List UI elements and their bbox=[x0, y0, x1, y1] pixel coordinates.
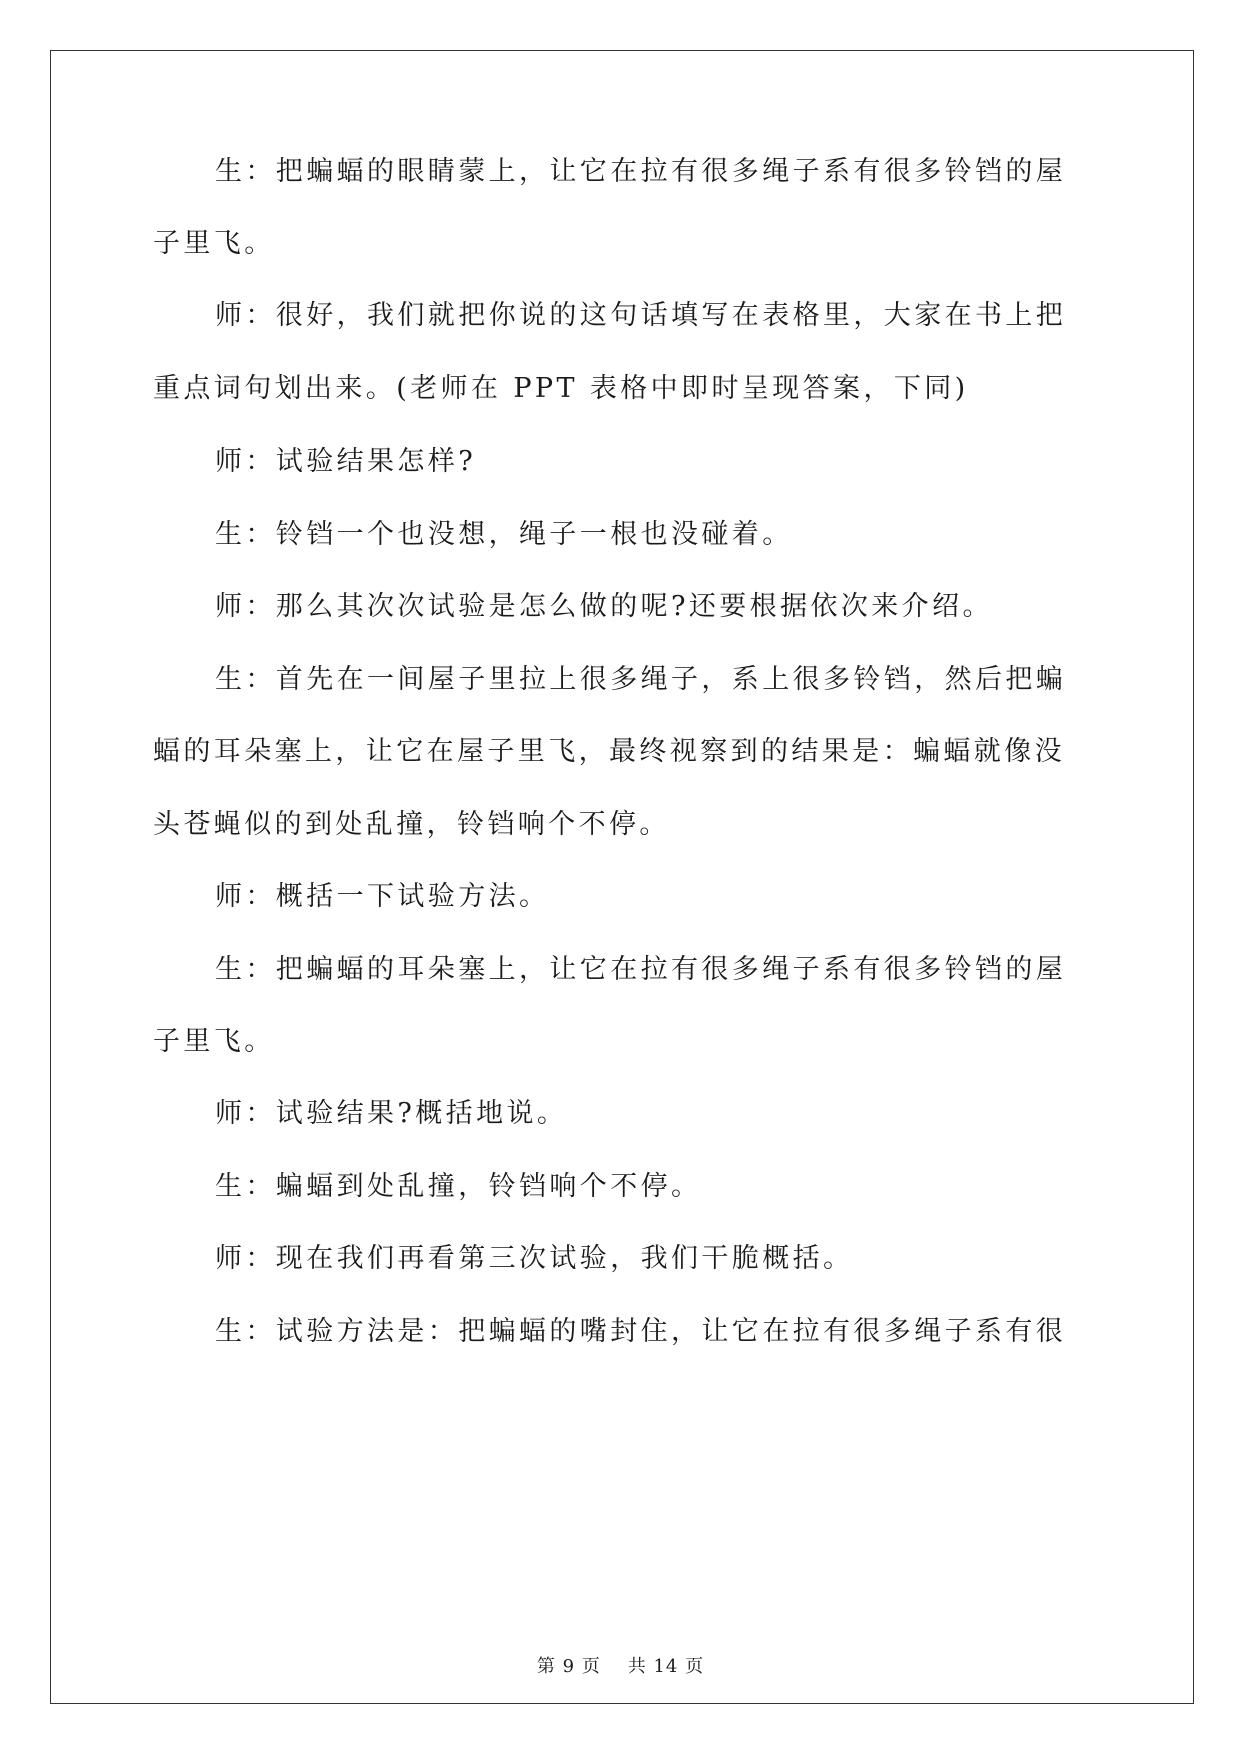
paragraph-line: 重点词句划出来。(老师在 PPT 表格中即时呈现答案，下同) bbox=[153, 373, 969, 404]
page-number: 第 9 页 bbox=[536, 1656, 601, 1677]
paragraph-line: 生：首先在一间屋子里拉上很多绳子，系上很多铃铛，然后把蝙 bbox=[215, 664, 1067, 695]
paragraph-line: 师：试验结果怎样? bbox=[215, 446, 477, 477]
paragraph-line: 生：把蝙蝠的耳朵塞上，让它在拉有很多绳子系有很多铃铛的屋 bbox=[215, 954, 1067, 985]
paragraph-line: 生：把蝙蝠的眼睛蒙上，让它在拉有很多绳子系有很多铃铛的屋 bbox=[215, 156, 1067, 187]
paragraph-line: 师：现在我们再看第三次试验，我们干脆概括。 bbox=[215, 1243, 854, 1274]
paragraph-line: 师：概括一下试验方法。 bbox=[215, 881, 550, 912]
paragraph-line: 子里飞。 bbox=[153, 1026, 275, 1057]
paragraph-line: 生：铃铛一个也没想，绳子一根也没碰着。 bbox=[215, 519, 793, 550]
page-footer bbox=[0, 1655, 1241, 1679]
paragraph-line: 师：很好，我们就把你说的这句话填写在表格里，大家在书上把 bbox=[215, 300, 1067, 331]
paragraph-line: 生：蝙蝠到处乱撞，铃铛响个不停。 bbox=[215, 1171, 702, 1202]
paragraph-line: 蝠的耳朵塞上，让它在屋子里飞，最终视察到的结果是：蝙蝠就像没 bbox=[153, 736, 1065, 767]
paragraph-line: 生：试验方法是：把蝙蝠的嘴封住，让它在拉有很多绳子系有很 bbox=[215, 1316, 1067, 1347]
paragraph-line: 师：那么其次次试验是怎么做的呢?还要根据依次来介绍。 bbox=[215, 591, 993, 622]
page-total: 共 14 页 bbox=[627, 1656, 705, 1677]
paragraph-line: 师：试验结果?概括地说。 bbox=[215, 1098, 568, 1129]
paragraph-line: 子里飞。 bbox=[153, 228, 275, 259]
paragraph-line: 头苍蝇似的到处乱撞，铃铛响个不停。 bbox=[153, 809, 670, 840]
